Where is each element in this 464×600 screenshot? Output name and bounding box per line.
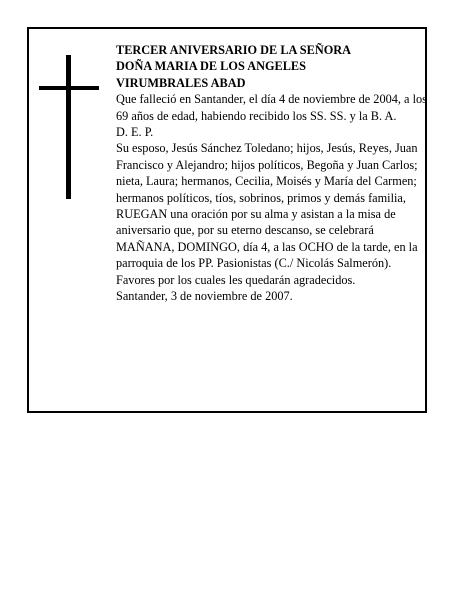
cross-icon (39, 55, 99, 199)
place-and-date: Santander, 3 de noviembre de 2007. (116, 289, 293, 304)
notice-text (116, 42, 428, 305)
mass-request: RUEGAN una oración por su alma y asistan a la misa de aniversario que, por su eterno descanso, se celebrará MAÑANA, DOMINGO, día 4, a las OCHO de la tarde, en la parroquia de los PP. Pasionistas (C./ Nicolás Salmerón). Favores por los cuales les quedarán agradecidos. (116, 207, 418, 287)
notice-title-line-3: VIRUMBRALES ABAD (116, 75, 246, 90)
family-list: Su esposo, Jesús Sánchez Toledano; hijos, Jesús, Reyes, Juan Francisco y Alejandro; hijos políticos, Begoña y Juan Carlos; nieta, Laura; hermanos, Cecilia, Moisés y María del Carmen; hermanos políticos, tíos, sobrinos, primos y demás familia, (116, 141, 418, 205)
cross-horizontal-bar (39, 86, 99, 90)
rip-abbreviation: D. E. P. (116, 125, 154, 140)
obituary-notice (27, 27, 427, 413)
notice-title-line-1: TERCER ANIVERSARIO DE LA SEÑORA (116, 43, 352, 57)
cross-vertical-bar (66, 55, 71, 199)
death-details: Que falleció en Santander, el día 4 de noviembre de 2004, a los 69 años de edad, habiendo recibido los SS. SS. y la B. A. (116, 92, 427, 123)
notice-title-line-2: DOÑA MARIA DE LOS ANGELES (116, 59, 306, 74)
